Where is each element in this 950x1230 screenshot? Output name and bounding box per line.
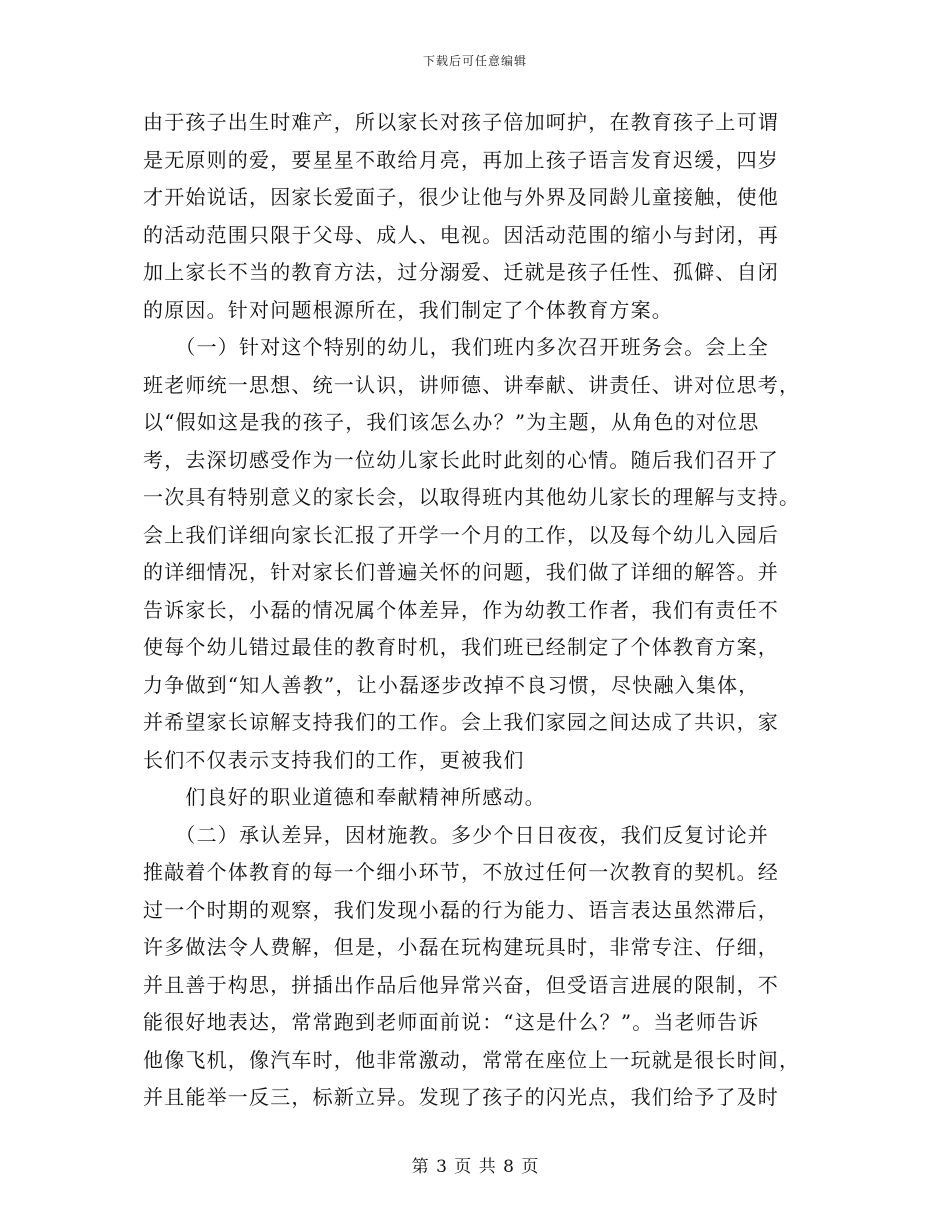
text-line: 推敲着个体教育的每一个细小环节，不放过任何一次教育的契机。经 xyxy=(143,860,779,884)
text-line: 使每个幼儿错过最佳的教育时机，我们班已经制定了个体教育方案， xyxy=(143,635,779,659)
text-line: 能很好地表达，常常跑到老师面前说：“这是什么？”。当老师告诉 xyxy=(143,1010,760,1034)
text-line: 并且善于构思，拼插出作品后他异常兴奋，但受语言进展的限制，不 xyxy=(143,972,779,997)
page-header-note: 下载后可任意编辑 xyxy=(422,54,527,68)
text-line: 的活动范围只限于父母、成人、电视。因活动范围的缩小与封闭，再 xyxy=(143,222,779,247)
text-line: 们良好的职业道德和奉献精神所感动。 xyxy=(143,785,546,809)
text-line: 才开始说话，因家长爱面子，很少让他与外界及同龄儿童接触，使他 xyxy=(143,185,779,209)
text-line: 他像飞机，像汽车时，他非常激动，常常在座位上一玩就是很长时间， xyxy=(143,1047,801,1072)
text-line: 会上我们详细向家长汇报了开学一个月的工作，以及每个幼儿入园后 xyxy=(143,522,779,547)
text-line: 并且能举一反三，标新立异。发现了孩子的闪光点，我们给予了及时 xyxy=(143,1085,779,1109)
text-line: （一）针对这个特别的幼儿，我们班内多次召开班务会。会上全 xyxy=(143,335,769,359)
text-line: 由于孩子出生时难产，所以家长对孩子倍加呵护，在教育孩子上可谓 xyxy=(143,110,779,134)
text-line: 以“假如这是我的孩子，我们该怎么办？”为主题，从角色的对位思 xyxy=(143,410,760,434)
text-line: 过一个时期的观察，我们发现小磊的行为能力、语言表达虽然滞后， xyxy=(143,897,779,922)
text-line: 一次具有特别意义的家长会，以取得班内其他幼儿家长的理解与支持。 xyxy=(143,485,801,509)
text-line: 的原因。针对问题根源所在，我们制定了个体教育方案。 xyxy=(143,297,673,322)
text-line: 班老师统一思想、统一认识，讲师德、讲奉献、讲责任、讲对位思考， xyxy=(143,372,801,397)
text-line: （二）承认差异，因材施教。多少个日日夜夜，我们反复讨论并 xyxy=(143,822,769,847)
text-line: 许多做法令人费解，但是，小磊在玩构建玩具时，非常专注、仔细， xyxy=(143,935,779,959)
text-line: 考，去深切感受作为一位幼儿家长此时此刻的心情。随后我们召开了 xyxy=(143,447,779,472)
document-body xyxy=(143,104,823,1117)
text-line: 并希望家长谅解支持我们的工作。会上我们家园之间达成了共识，家 xyxy=(143,710,779,734)
text-line: 的详细情况，针对家长们普遍关怀的问题，我们做了详细的解答。并 xyxy=(143,560,779,584)
page-number-footer: 第 3 页 共 8 页 xyxy=(411,1157,539,1177)
text-line: 力争做到“知人善教”，让小磊逐步改掉不良习惯，尽快融入集体， xyxy=(143,672,760,697)
text-line: 长们不仅表示支持我们的工作，更被我们 xyxy=(143,747,525,772)
text-line: 告诉家长，小磊的情况属个体差异，作为幼教工作者，我们有责任不 xyxy=(143,597,779,622)
text-line: 是无原则的爱，要星星不敢给月亮，再加上孩子语言发育迟缓，四岁 xyxy=(143,147,779,172)
text-line: 加上家长不当的教育方法，过分溺爱、迁就是孩子任性、孤僻、自闭 xyxy=(143,260,779,284)
